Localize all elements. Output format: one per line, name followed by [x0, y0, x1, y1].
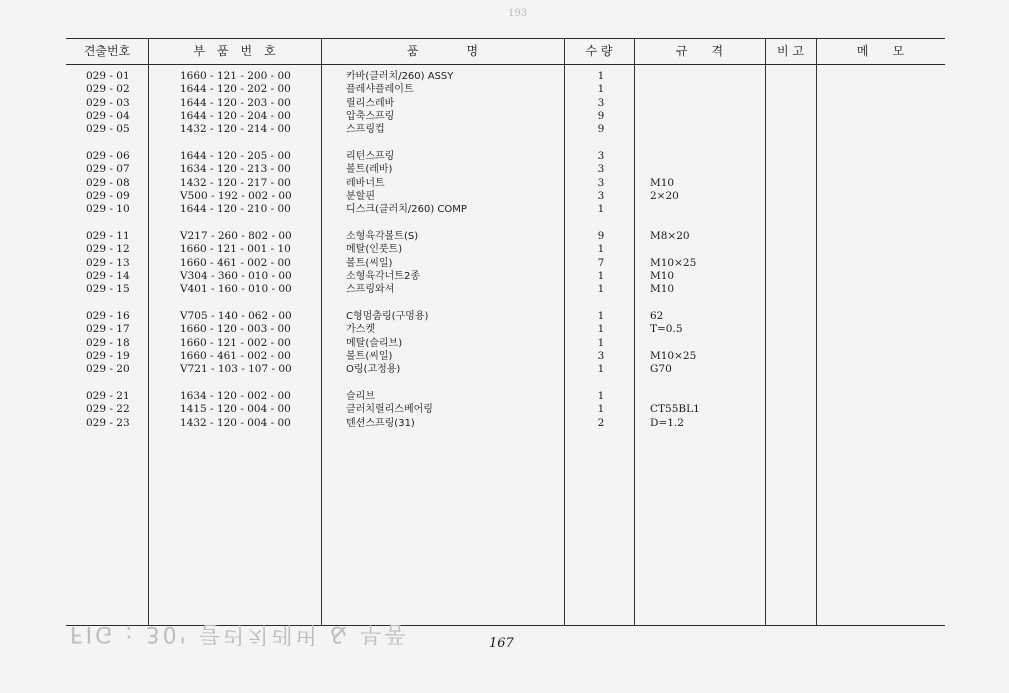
table-row — [66, 390, 945, 404]
row-name: 클러치릴리스베어링 — [346, 404, 433, 416]
row-name: 볼트(레바) — [346, 164, 393, 176]
row-name: 텐션스프링(31) — [346, 417, 415, 429]
row-name: 스프링컵 — [346, 124, 385, 136]
row-no: 029 - 09 — [86, 189, 130, 202]
table-row — [66, 257, 945, 271]
header-memo: 메 모 — [856, 44, 905, 58]
row-no: 029 - 11 — [86, 230, 130, 242]
bleed-through-text: FIG : 30' 클러치레버 & 부품 — [70, 621, 409, 646]
table-row — [66, 323, 945, 337]
row-no: 029 - 01 — [86, 70, 130, 82]
row-no: 029 - 14 — [86, 269, 130, 282]
row-name: 리턴스프링 — [346, 151, 395, 162]
row-qty: 3 — [597, 189, 605, 202]
row-qty: 1 — [597, 283, 605, 296]
row-qty: 1 — [597, 390, 605, 402]
row-qty: 1 — [597, 336, 605, 349]
row-part-number: 1644 - 120 - 203 - 00 — [180, 96, 291, 109]
header-qty: 수 량 — [585, 44, 613, 58]
row-qty: 1 — [597, 310, 605, 322]
row-name: 스프링와셔 — [346, 284, 395, 296]
row-part-number: 1432 - 120 - 214 - 00 — [180, 123, 291, 136]
table-row — [66, 150, 945, 164]
row-part-number: 1634 - 120 - 002 - 00 — [180, 390, 291, 402]
table-row — [66, 417, 945, 431]
row-no: 029 - 20 — [86, 363, 130, 376]
row-part-number: 1644 - 120 - 204 - 00 — [180, 109, 291, 122]
parts-table — [66, 38, 945, 626]
row-name: 릴리스레바 — [346, 97, 395, 109]
row-no: 029 - 12 — [86, 243, 130, 256]
row-part-number: 1415 - 120 - 004 - 00 — [180, 403, 291, 416]
table-row — [66, 190, 945, 204]
row-spec: M10×25 — [650, 349, 697, 362]
row-no: 029 - 21 — [86, 390, 130, 402]
row-qty: 1 — [597, 363, 605, 376]
row-part-number: 1660 - 121 - 200 - 00 — [180, 70, 291, 82]
row-name: 디스크(클러치/260) COMP — [346, 204, 467, 216]
row-qty: 2 — [597, 416, 605, 429]
row-part-number: 1432 - 120 - 217 - 00 — [180, 176, 291, 189]
row-spec: M10 — [650, 269, 675, 282]
row-name: C형멈춤링(구멍용) — [346, 311, 429, 322]
table-row — [66, 310, 945, 324]
row-part-number: 1660 - 120 - 003 - 00 — [180, 323, 291, 336]
row-part-number: V500 - 192 - 002 - 00 — [180, 189, 292, 202]
header-bottom-rule — [66, 64, 945, 65]
row-no: 029 - 06 — [86, 150, 130, 162]
header-remark: 비 고 — [777, 44, 804, 58]
row-part-number: V705 - 140 - 062 - 00 — [180, 310, 292, 322]
table-row — [66, 70, 945, 84]
row-qty: 9 — [597, 230, 605, 242]
table-row — [66, 363, 945, 377]
row-spec: M10 — [650, 283, 675, 296]
row-spec: D=1.2 — [650, 416, 684, 429]
row-name: 플레샤플레이트 — [346, 84, 414, 96]
row-spec: CT55BL1 — [650, 403, 700, 416]
row-qty: 3 — [597, 176, 605, 189]
row-name: 카바(클러치/260) ASSY — [346, 71, 454, 82]
header-part-number: 부 품 번 호 — [193, 44, 276, 58]
row-name: 메탈(인풋트) — [346, 244, 403, 256]
row-name: 소형육각너트2종 — [346, 270, 420, 282]
row-qty: 1 — [597, 403, 605, 416]
row-part-number: V721 - 103 - 107 - 00 — [180, 363, 292, 376]
row-qty: 3 — [597, 150, 605, 162]
row-name: 메탈(슬리브) — [346, 337, 403, 349]
row-qty: 1 — [597, 243, 605, 256]
top-mark: 193 — [508, 8, 528, 19]
table-top-rule — [66, 38, 945, 39]
row-no: 029 - 07 — [86, 163, 130, 176]
row-qty: 1 — [597, 269, 605, 282]
row-spec: G70 — [650, 363, 672, 376]
row-name: 슬리브 — [346, 391, 375, 402]
row-no: 029 - 17 — [86, 323, 130, 336]
row-no: 029 - 08 — [86, 176, 130, 189]
row-no: 029 - 15 — [86, 283, 130, 296]
row-spec: M8×20 — [650, 230, 690, 242]
page-number: 167 — [489, 636, 514, 651]
row-part-number: V217 - 260 - 802 - 00 — [180, 230, 292, 242]
row-no: 029 - 10 — [86, 203, 130, 216]
row-part-number: 1644 - 120 - 210 - 00 — [180, 203, 291, 216]
row-part-number: 1660 - 121 - 002 - 00 — [180, 336, 291, 349]
row-no: 029 - 16 — [86, 310, 130, 322]
row-spec: M10×25 — [650, 256, 697, 269]
table-row — [66, 350, 945, 364]
table-row — [66, 203, 945, 217]
header-spec: 규 격 — [675, 44, 724, 58]
row-spec: 62 — [650, 310, 664, 322]
row-part-number: V401 - 160 - 010 - 00 — [180, 283, 292, 296]
row-qty: 7 — [597, 256, 605, 269]
row-qty: 1 — [597, 70, 605, 82]
row-name: 볼트(씨일) — [346, 257, 393, 269]
header-no: 견출번호 — [83, 44, 131, 58]
row-qty: 1 — [597, 203, 605, 216]
row-qty: 1 — [597, 83, 605, 96]
row-no: 029 - 02 — [86, 83, 130, 96]
row-name: 가스켓 — [346, 324, 375, 336]
row-part-number: 1660 - 461 - 002 - 00 — [180, 256, 291, 269]
table-row — [66, 83, 945, 97]
row-no: 029 - 23 — [86, 416, 130, 429]
row-no: 029 - 22 — [86, 403, 130, 416]
row-qty: 3 — [597, 349, 605, 362]
row-part-number: 1660 - 461 - 002 - 00 — [180, 349, 291, 362]
row-part-number: 1660 - 121 - 001 - 10 — [180, 243, 291, 256]
header-name: 품 명 — [406, 44, 479, 58]
table-row — [66, 403, 945, 417]
row-name: 분할핀 — [346, 190, 375, 202]
row-no: 029 - 13 — [86, 256, 130, 269]
row-part-number: 1644 - 120 - 205 - 00 — [180, 150, 291, 162]
row-name: O링(고정용) — [346, 364, 401, 376]
row-name: 레바너트 — [346, 177, 385, 189]
row-no: 029 - 19 — [86, 349, 130, 362]
table-row — [66, 110, 945, 124]
row-no: 029 - 05 — [86, 123, 130, 136]
table-row — [66, 243, 945, 257]
row-part-number: 1634 - 120 - 213 - 00 — [180, 163, 291, 176]
row-spec: M10 — [650, 176, 675, 189]
table-row — [66, 163, 945, 177]
row-qty: 9 — [597, 109, 605, 122]
row-name: 볼트(씨일) — [346, 350, 393, 362]
table-row — [66, 283, 945, 297]
row-qty: 3 — [597, 96, 605, 109]
row-part-number: 1644 - 120 - 202 - 00 — [180, 83, 291, 96]
row-name: 소형육각볼트(S) — [346, 231, 419, 242]
row-spec: 2×20 — [650, 189, 679, 202]
row-name: 압축스프링 — [346, 110, 395, 122]
row-qty: 3 — [597, 163, 605, 176]
row-spec: T=0.5 — [650, 323, 683, 336]
table-row — [66, 337, 945, 351]
row-no: 029 - 03 — [86, 96, 130, 109]
table-row — [66, 230, 945, 244]
row-qty: 9 — [597, 123, 605, 136]
table-row — [66, 123, 945, 137]
table-row — [66, 97, 945, 111]
row-qty: 1 — [597, 323, 605, 336]
row-no: 029 - 18 — [86, 336, 130, 349]
row-part-number: 1432 - 120 - 004 - 00 — [180, 416, 291, 429]
row-part-number: V304 - 360 - 010 - 00 — [180, 269, 292, 282]
table-row — [66, 177, 945, 191]
table-row — [66, 270, 945, 284]
row-no: 029 - 04 — [86, 109, 130, 122]
